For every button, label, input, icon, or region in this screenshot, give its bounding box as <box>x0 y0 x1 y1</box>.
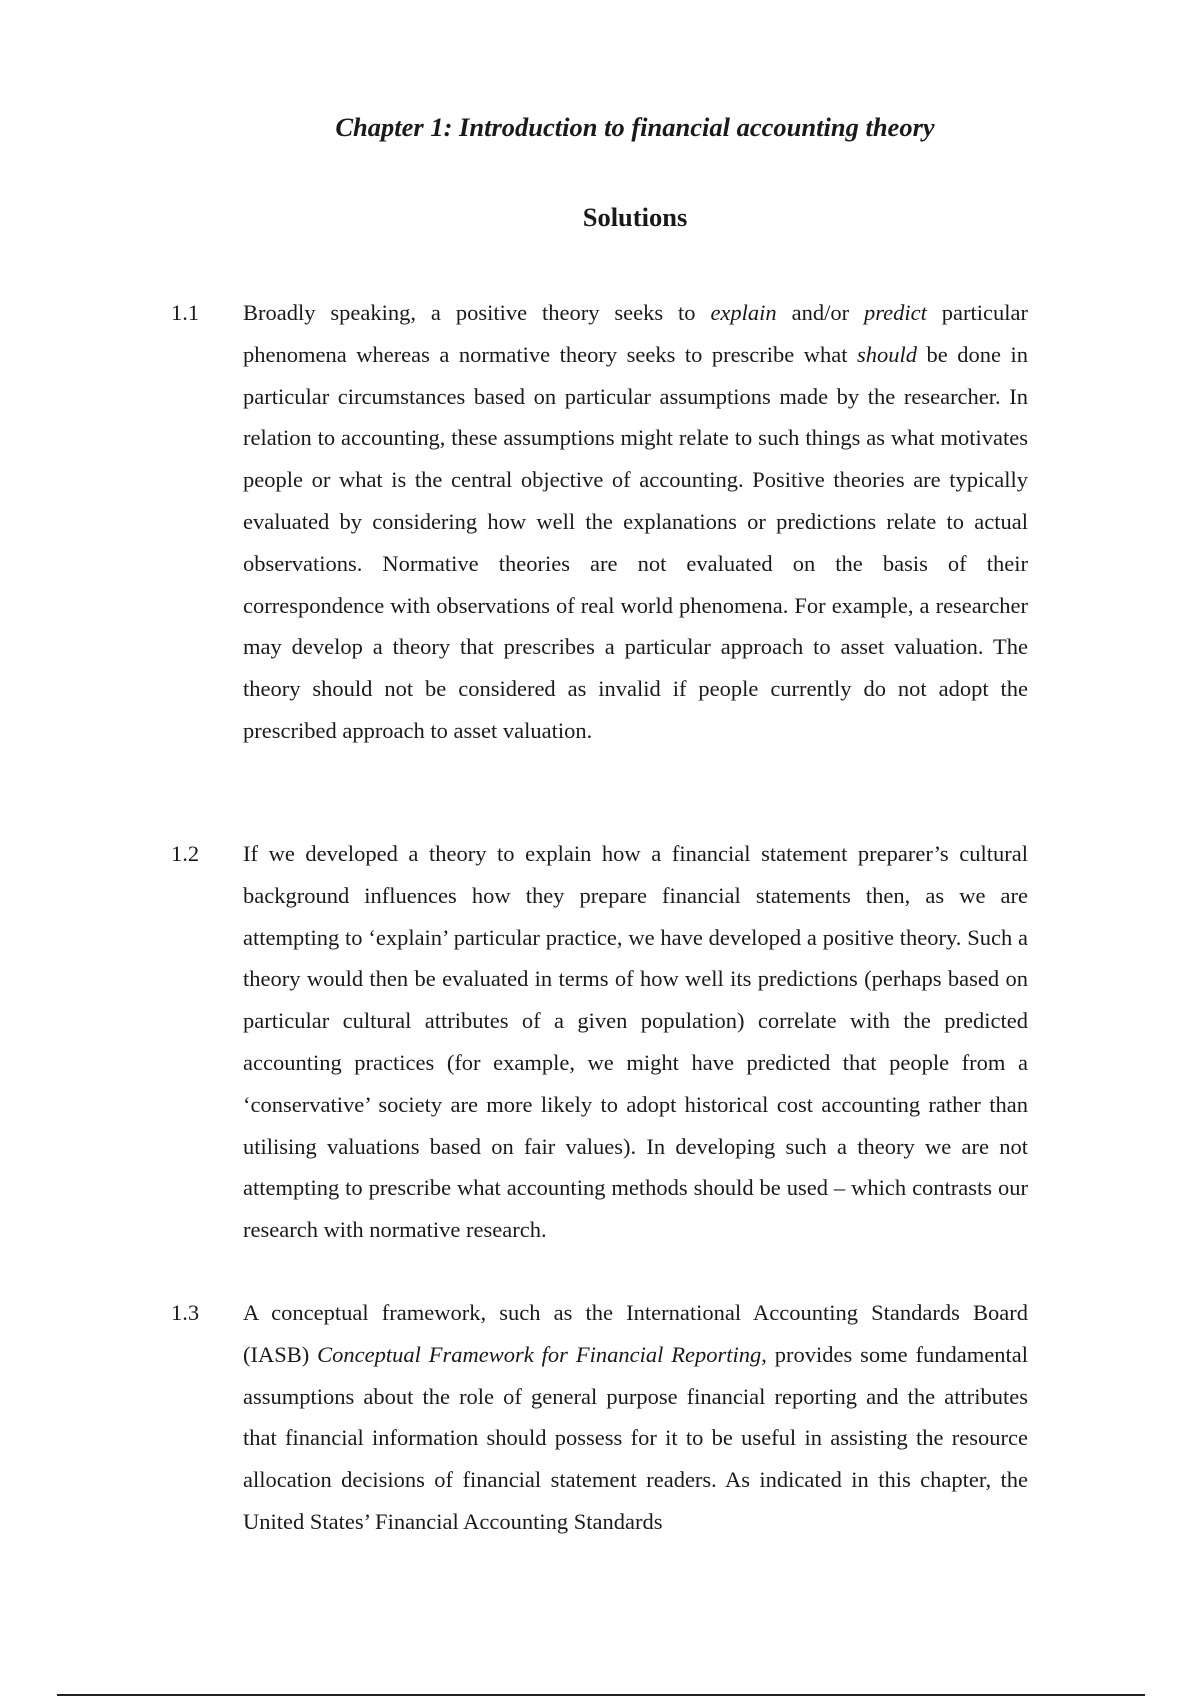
answer-text-italic-segment: should <box>857 341 918 367</box>
answer-text-segment: and/or <box>776 300 864 325</box>
answer-text-segment: be done in particular circumstances based on particular assumptions made by the researcher. In relation to accounting, these assumptions might relate to such things as what motivates people or what is the central objective of accounting. Positive theories are typically evaluated by considering how well the explanations or predictions relate to actual observations. Normative theories are not evaluated on the basis of their correspondence with observations of real world phenomena. For example, a researcher may develop a theory that prescribes a particular approach to asset valuation. The theory should not be considered as invalid if people currently do not adopt the prescribed approach to asset valuation. <box>243 341 1028 743</box>
answer-text <box>243 833 1028 1251</box>
section-heading: Solutions <box>582 202 688 232</box>
answer-text-italic-segment: explain <box>710 300 777 325</box>
answer-number: 1.2 <box>171 841 200 866</box>
answer-text-italic-segment: predict <box>863 300 927 325</box>
answer-text-segment: A conceptual framework, such as the International Accounting Standards Board (IASB) <box>243 1300 1028 1367</box>
answer-text-segment: Broadly speaking, a positive theory seeks to <box>243 300 711 325</box>
answer-text-segment: particular phenomena whereas a normative theory seeks to prescribe what <box>243 300 1029 367</box>
answer-number: 1.3 <box>171 1300 200 1325</box>
answer-text-segment: , provides some fundamental assumptions about the role of general purpose financial reporting and the attributes that financial information should possess for it to be useful in assisting the resource allocation decisions of financial statement readers. As indicated in this chapter, the United States’ Financial Accounting Standards <box>243 1341 1029 1534</box>
footer-divider <box>57 1694 1145 1696</box>
chapter-title: Chapter 1: Introduction to financial accounting theory <box>335 112 935 142</box>
answer-text <box>243 1292 1028 1543</box>
answer-number: 1.1 <box>171 300 200 325</box>
answer-text-italic-segment: Conceptual Framework for Financial Reporting <box>317 1341 762 1367</box>
answer-text-segment: If we developed a theory to explain how a financial statement preparer’s cultural background influences how they prepare financial statements then, as we are attempting to ‘explain’ particular practice, we have developed a positive theory. Such a theory would then be evaluated in terms of how well its predictions (perhaps based on particular cultural attributes of a given population) correlate with the predicted accounting practices (for example, we might have predicted that people from a ‘conservative’ society are more likely to adopt historical cost accounting rather than utilising valuations based on fair values). In developing such a theory we are not attempting to prescribe what accounting methods should be used – which contrasts our research with normative research. <box>243 841 1028 1243</box>
answer-text <box>243 292 1028 752</box>
